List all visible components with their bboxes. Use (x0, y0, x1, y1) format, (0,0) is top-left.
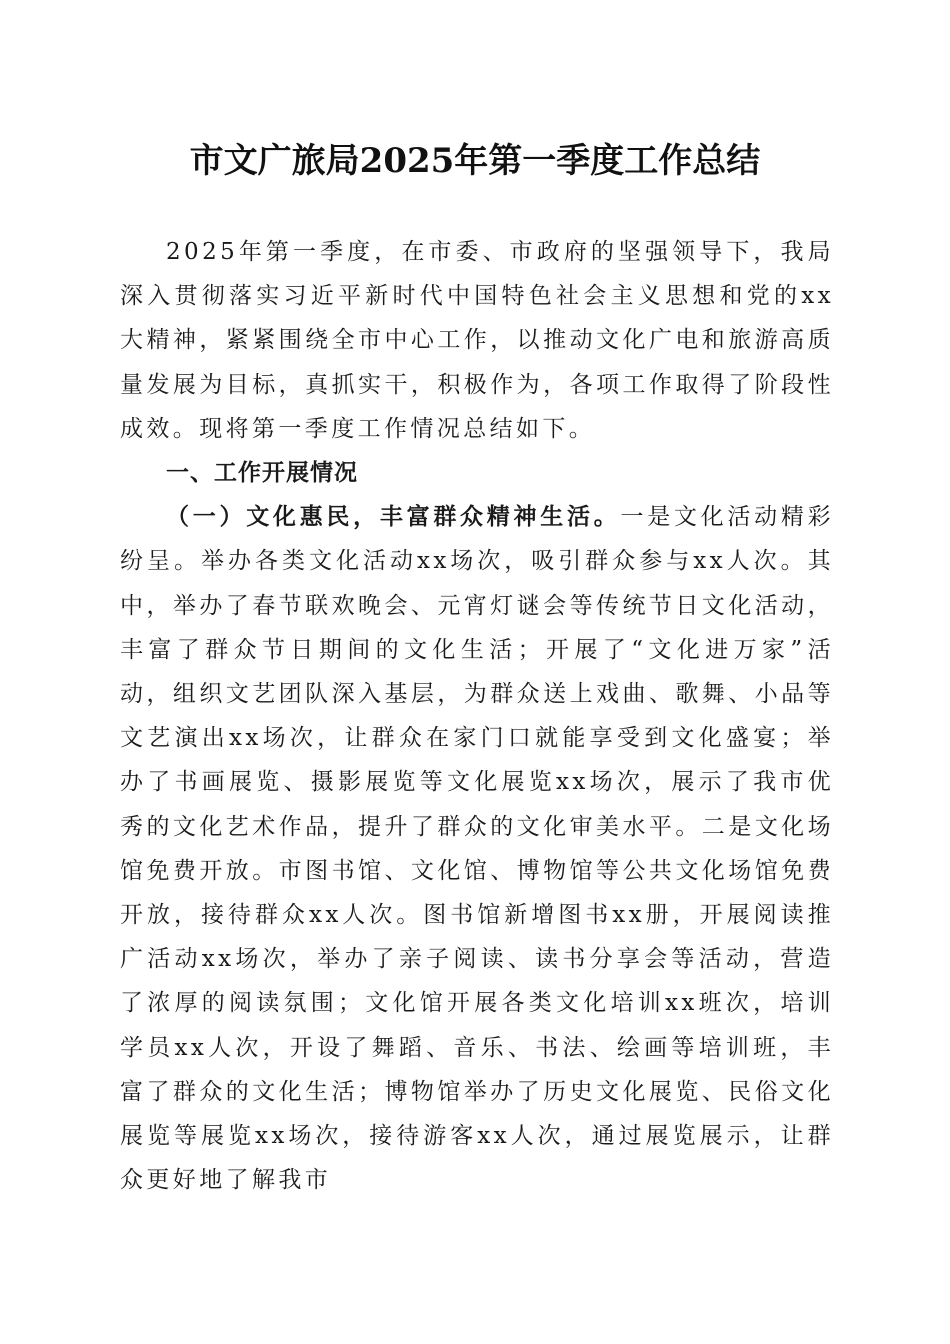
section-heading-1: 一、工作开展情况 (166, 460, 358, 487)
subsection-body-1: 一是文化活动精彩纷呈。举办各类文化活动xx场次，吸引群众参与xx人次。其中，举办了春节联欢晚会、元宵灯谜会等传统节日文化活动，丰富了群众节日期间的文化生活；开展了“文化进万家”活动，组织文艺团队深入基层，为群众送上戏曲、歌舞、小品等文艺演出xx场次，让群众在家门口就能享受到文化盛宴；举办了书画展览、摄影展览等文化展览xx场次，展示了我市优秀的文化艺术作品，提升了群众的文化审美水平。二是文化场馆免费开放。市图书馆、文化馆、博物馆等公共文化场馆免费开放，接待群众xx人次。图书馆新增图书xx册，开展阅读推广活动xx场次，举办了亲子阅读、读书分享会等活动，营造了浓厚的阅读氛围；文化馆开展各类文化培训xx班次，培训学员xx人次，开设了舞蹈、音乐、书法、绘画等培训班，丰富了群众的文化生活；博物馆举办了历史文化展览、民俗文化展览等展览xx场次，接待游客xx人次，通过展览展示，让群众更好地了解我市 (120, 504, 834, 1194)
document-body (120, 230, 834, 1202)
subsection-heading-1: （一）文化惠民，丰富群众精神生活。 (166, 503, 621, 531)
intro-paragraph: 2025年第一季度，在市委、市政府的坚强领导下，我局深入贯彻落实习近平新时代中国特色社会主义思想和党的xx大精神，紧紧围绕全市中心工作，以推动文化广电和旅游高质量发展为目标，真抓实干，积极作为，各项工作取得了阶段性成效。现将第一季度工作情况总结如下。 (120, 239, 834, 442)
subsection-paragraph-1 (120, 495, 834, 1202)
document-title: 市文广旅局2025年第一季度工作总结 (189, 141, 761, 181)
